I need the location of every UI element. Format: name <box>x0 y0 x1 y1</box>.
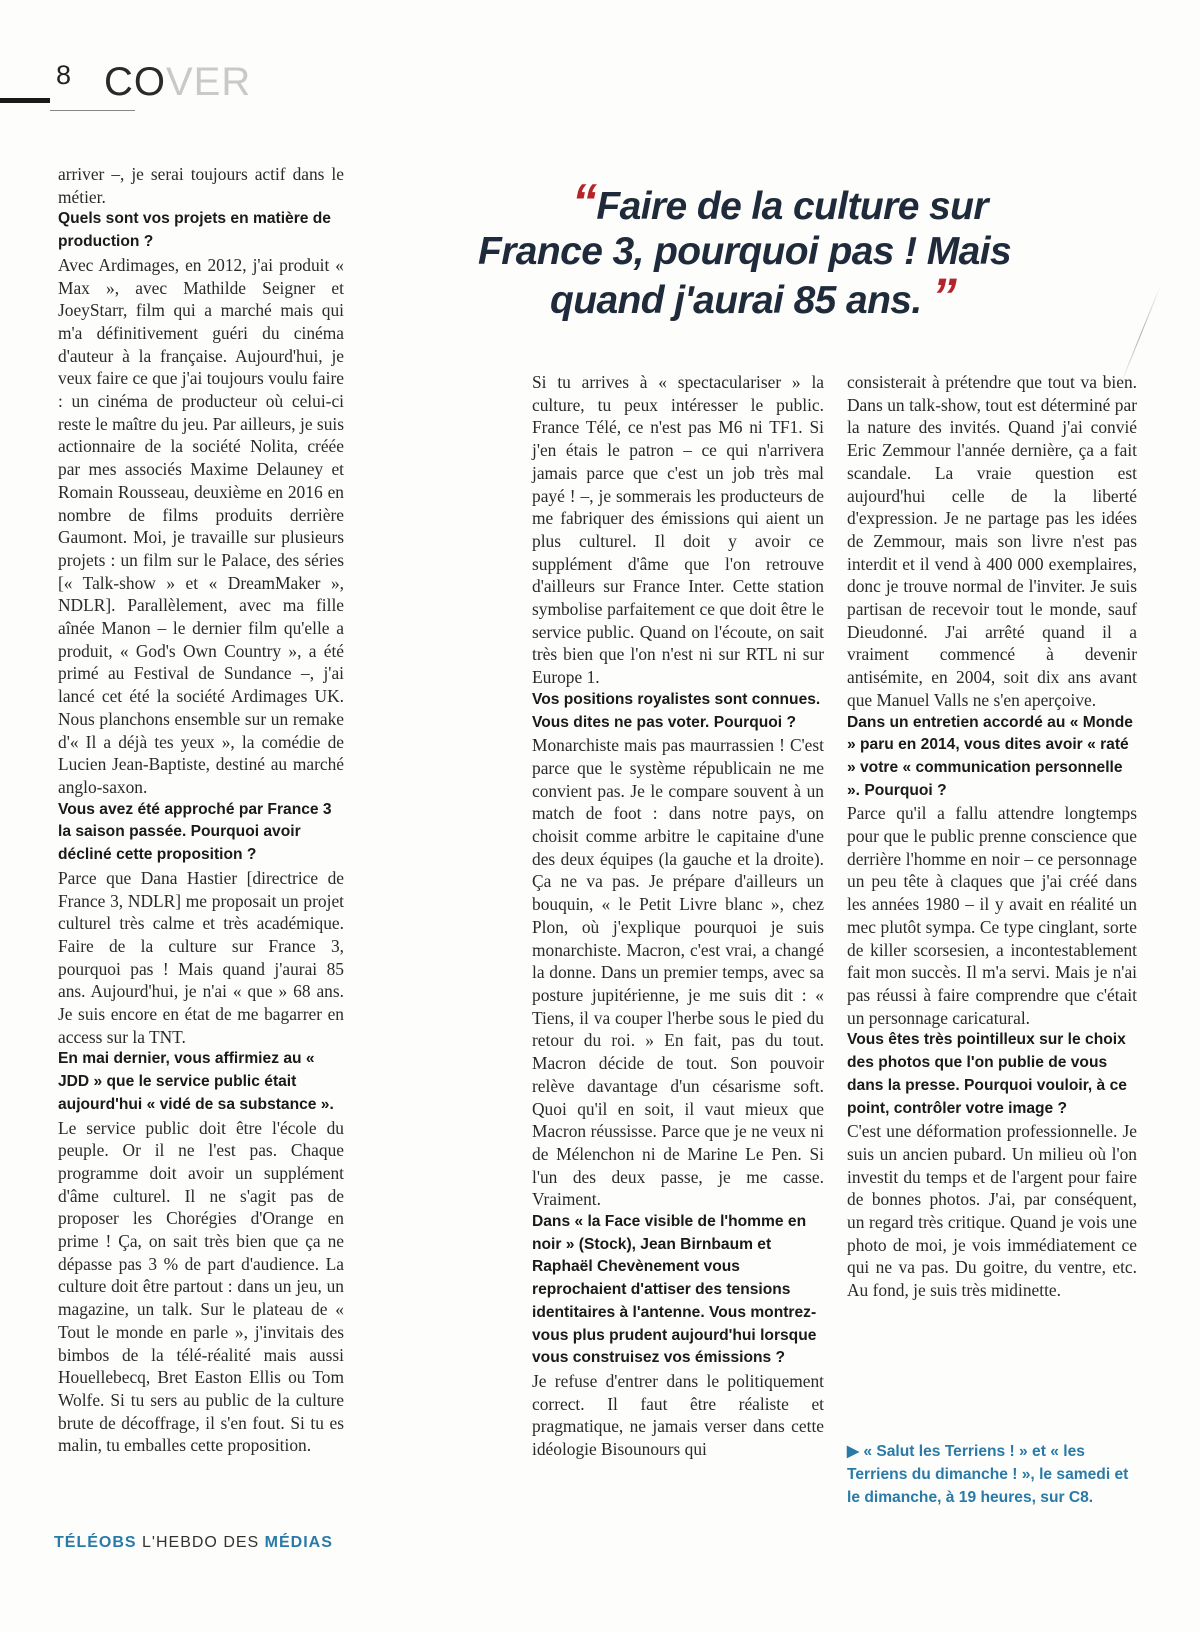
column1-paragraph4: Le service public doit être l'école du peuple. Or il ne l'est pas. Chaque programme doit avoir un supplément d'âme culturel. Il ne s'agit pas de proposer les Chorégies d'Orange en prime ! Ça, on sait très bien que ça ne dépasse pas 3 % de part d'audience. La culture doit être partout : dans un jeu, un magazine, un talk. Sur le plateau de « Tout le monde en parle », j'invitais des bimbos de la télé-réalité mais aussi Houellebecq, Bret Easton Ellis ou Tom Wolfe. Si tu sers au public de la culture brute de décoffrage, il s'en fout. Si tu es malin, tu emballes cette proposition. <box>58 1117 344 1456</box>
pull-quote <box>478 174 1058 324</box>
column2-paragraph1: Si tu arrives à « spectaculariser » la culture, tu peux intéresser le public. France Télé, ce n'est pas M6 ni TF1. Si j'en étais le patron – ce qui n'arrivera jamais parce que c'est un job très mal payé ! –, je sommerais les producteurs de me fabriquer des émissions qui aient un plus culturel. Il doit y avoir ce supplément d'âme que l'on retrouve d'ailleurs sur France Inter. Cette station symbolise parfaitement ce que doit être le service public. Quand on l'écoute, on sait très bien que l'on n'est ni sur RTL ni sur Europe 1. <box>532 372 824 688</box>
header-bar <box>0 98 50 103</box>
column-3 <box>847 371 1137 1302</box>
footer <box>54 1534 333 1552</box>
column1-paragraph2: Avec Ardimages, en 2012, j'ai produit « Max », avec Mathilde Seigner et JoeyStarr, film qui a marché mais qui m'a définitivement guéri du cinéma d'auteur à la française. Aujourd'hui, je veux faire ce que j'ai toujours voulu faire : un cinéma de producteur où celui-ci reste le maître du jeu. Par ailleurs, je suis actionnaire de la société Nolita, créée par mes associés Maxime Delauney et Romain Rousseau, deuxième en 2016 en nombre de films produits derrière Gaumont. Moi, je travaille sur plusieurs projets : un film sur le Palace, des séries [« Talk-show » et « DreamMaker », NDLR]. Parallèlement, avec ma fille aînée Manon – le dernier film qu'elle a produit, « God's Own Country », a été primé au Festival de Sundance –, j'ai lancé cet été la société Ardimages UK. Nous planchons ensemble sur un remake d'« Il a déjà tes yeux », la comédie de Lucien Jean-Baptiste, destiné au marché anglo-saxon. <box>58 254 344 797</box>
column1-question3: En mai dernier, vous affirmiez au « JDD » que le service public était aujourd'hui « vidé de sa substance ». <box>58 1050 334 1113</box>
column1-paragraph1: arriver –, je serai toujours actif dans le métier. <box>58 164 344 207</box>
header-rule <box>50 110 135 111</box>
pull-quote-line3: quand j'aurai 85 ans. <box>550 279 922 322</box>
column2-paragraph3: Je refuse d'entrer dans le politiquement correct. Il faut être réaliste et pragmatique, ne jamais verser dans cette idéologie Bisounours qui <box>532 1370 824 1460</box>
column1-question2: Vous avez été approché par France 3 la saison passée. Pourquoi avoir décliné cette proposition ? <box>58 800 332 864</box>
column3-question2: Vous êtes très pointilleux sur le choix des photos que l'on publie de vous dans la presse. Pourquoi vouloir, à ce point, contrôler votre image ? <box>847 1031 1127 1117</box>
section-title <box>104 62 251 102</box>
column2-question2: Dans « la Face visible de l'homme en noir » (Stock), Jean Birnbaum et Raphaël Chevènement vous reprochaient d'attiser des tensions identitaires à l'antenne. Vous montrez-vous plus prudent aujourd'hui lorsque vous construisez vos émissions ? <box>532 1213 817 1367</box>
column2-paragraph2: Monarchiste mais pas maurrassien ! C'est parce que le système républicain ne me convient pas. Je le compare souvent à un match de foot : dans notre pays, on choisit comme arbitre le capitaine d'une des deux équipes (la gauche et la droite). Ça ne va pas. Je prépare d'ailleurs un bouquin, « le Petit Livre blanc », chez Plon, où j'explique pourquoi je suis monarchiste. Macron, c'est vrai, a changé la donne. Dans un premier temps, avec sa posture jupitérienne, je me suis dit : « Tiens, il va couper l'herbe sous le pied du retour du roi. » En fait, pas du tout. Macron décide de tout. Son pouvoir relève davantage d'un césarisme soft. Quoi qu'il en soit, il vaut mieux que Macron réussisse. Parce que je ne veux ni de Mélenchon ni de Marine Le Pen. Si l'un des deux passe, je me casse. Vraiment. <box>532 735 824 1210</box>
column3-question1: Dans un entretien accordé au « Monde » paru en 2014, vous dites avoir « raté » votre « communication personnelle ». Pourquoi ? <box>847 713 1133 799</box>
column-2 <box>532 371 824 1461</box>
section-title-part1: CO <box>104 60 166 104</box>
column3-paragraph3: C'est une déformation professionnelle. Je suis un ancien pubard. Un milieu où l'on investit du temps et de l'argent pour faire de bonnes photos. J'ai, par conséquent, un regard très critique. Quand je vois une photo de moi, je vois immédiatement ce qui ne va pas. Du goitre, du ventre, etc. Au fond, je suis très midinette. <box>847 1121 1137 1301</box>
footer-medias: MÉDIAS <box>264 1534 333 1551</box>
column3-paragraph1: consisterait à prétendre que tout va bien. Dans un talk-show, tout est déterminé par la nature des invités. Quand j'ai convié Eric Zemmour l'année dernière, ça a fait scandale. La vraie question est aujourd'hui celle de la liberté d'expression. Je ne partage pas les idées de Zemmour, mais son livre n'est pas interdit et il vend à 400 000 exemplaires, donc je trouve normal de l'inviter. Je suis partisan de recevoir tout le monde, sauf Dieudonné. J'ai arrêté quand il a vraiment commencé à devenir antisémite, en 2004, soit dix ans avant que Manuel Valls ne s'en aperçoive. <box>847 372 1137 710</box>
page-number: 8 <box>56 60 72 90</box>
promo-text: « Salut les Terriens ! » et « les Terriens du dimanche ! », le samedi et le dimanche, à 19 heures, sur C8. <box>847 1443 1129 1506</box>
section-title-part2: VER <box>166 60 252 104</box>
column1-paragraph3: Parce que Dana Hastier [directrice de France 3, NDLR] me proposait un projet culturel très calme et très académique. Faire de la culture sur France 3, pourquoi pas ! Mais quand j'aurai 85 ans. Aujourd'hui, je n'ai « que » 68 ans. Je suis encore en état de me bagarrer en access sur la TNT. <box>58 867 344 1047</box>
footer-tagline: L'HEBDO DES <box>142 1534 260 1551</box>
play-arrow-icon: ▶ <box>847 1443 859 1460</box>
column3-paragraph2: Parce qu'il a fallu attendre longtemps pour que le public prenne conscience que derrière l'homme en noir – ce personnage un peu tête à claques que j'ai créé dans les années 1980 – il y avait en réalité un mec plutôt sympa. Ce type cinglant, sorte de killer scorsesien, a incontestablement fait mon succès. Il m'a servi. Mais je n'ai pas réussi à faire comprendre que c'était un personnage caricatural. <box>847 803 1137 1028</box>
column2-question1: Vos positions royalistes sont connues. Vous dites ne pas voter. Pourquoi ? <box>532 690 821 731</box>
open-quote-mark: “ <box>572 174 597 230</box>
close-quote-mark: ” <box>931 268 957 324</box>
pull-quote-line1: Faire de la culture sur <box>596 185 988 228</box>
column1-question1: Quels sont vos projets en matière de production ? <box>58 210 331 251</box>
footer-brand: TÉLÉOBS <box>54 1534 137 1551</box>
pull-quote-line2: France 3, pourquoi pas ! Mais <box>478 230 1012 273</box>
column-1 <box>58 163 344 1457</box>
broadcast-promo <box>847 1440 1137 1509</box>
